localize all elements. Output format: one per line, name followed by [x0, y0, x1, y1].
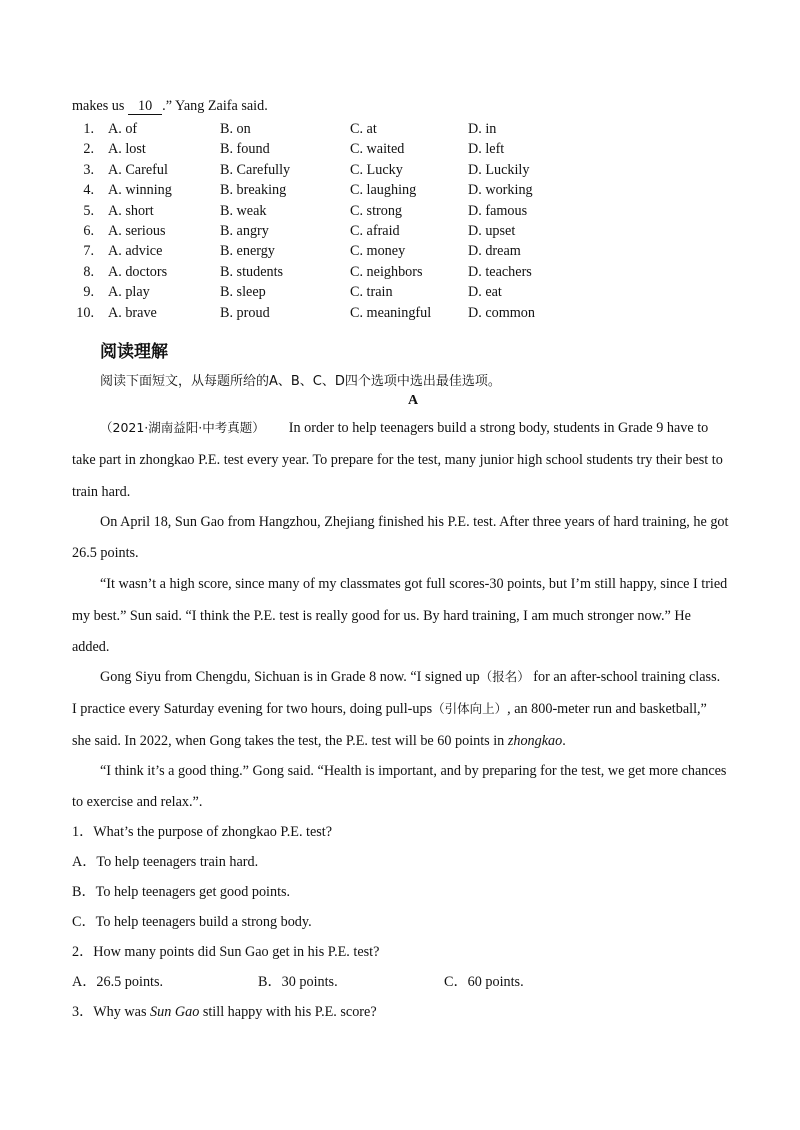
passage-line — [100, 421, 708, 435]
cloze-option-row — [0, 285, 800, 301]
option-d[interactable]: D. Luckily — [468, 161, 530, 178]
question-number: 1. — [83, 121, 94, 137]
option-a[interactable]: A. of — [108, 121, 138, 137]
chinese-gloss: （报名） — [479, 669, 530, 684]
option-c[interactable]: C. Lucky — [350, 161, 403, 178]
question-number: 5. — [83, 202, 94, 219]
passage-line: On April 18, Sun Gao from Hangzhou, Zhejiang finished his P.E. test. After three years of hard training, he got — [100, 514, 729, 530]
cloze-option-row — [0, 142, 800, 158]
option-a[interactable]: A. short — [108, 202, 154, 219]
option-b[interactable]: B. angry — [220, 223, 269, 239]
chinese-gloss: （引体向上） — [432, 701, 508, 716]
passage-line: 26.5 points. — [72, 545, 139, 561]
passage-text: I practice every Saturday evening for two hours, doing pull-ups — [72, 701, 433, 717]
passage-label: A — [407, 393, 419, 408]
cloze-option-row — [0, 183, 800, 199]
cloze-tail-prefix: makes us — [72, 98, 128, 114]
question-number: 2. — [83, 141, 94, 158]
question-text: 3．Why was — [72, 1004, 151, 1020]
question-3 — [72, 1005, 377, 1019]
cloze-tail-suffix: .” Yang Zaifa said. — [162, 98, 268, 114]
option-d[interactable]: D. left — [468, 141, 505, 158]
option-d[interactable]: D. dream — [468, 243, 521, 260]
option-b[interactable]: B. students — [220, 263, 284, 280]
option-c[interactable]: C. money — [350, 243, 406, 260]
option-c[interactable]: C. neighbors — [350, 263, 423, 280]
option-c[interactable]: C. waited — [350, 141, 405, 158]
question-number: 8. — [83, 263, 94, 280]
question-1: 1．What’s the purpose of zhongkao P.E. test? — [72, 824, 333, 840]
option-b[interactable]: B. Carefully — [220, 161, 291, 178]
passage-line: my best.” Sun said. “I think the P.E. test is really good for us. By hard training, I am much stronger now.” He — [72, 608, 691, 624]
option-a[interactable]: A. brave — [108, 304, 157, 321]
question-number: 7. — [83, 243, 94, 260]
section-title: 阅读理解 — [100, 342, 168, 362]
instruction-text: 阅读下面短文，从每题所给的A、B、C、D四个选项中选出最佳选项。 — [100, 374, 501, 389]
option-a[interactable]: A. winning — [108, 182, 172, 199]
option-c[interactable]: C. strong — [350, 202, 403, 219]
passage-line: to exercise and relax.”. — [72, 794, 203, 810]
passage-line — [72, 734, 566, 748]
passage-line: added. — [72, 639, 110, 655]
passage-line — [72, 702, 707, 716]
question-number: 6. — [83, 223, 94, 239]
passage-text: she said. In 2022, when Gong takes the test, the P.E. test will be 60 points in — [72, 733, 508, 749]
cloze-tail-line — [72, 99, 268, 115]
option-a[interactable]: A. Careful — [108, 161, 168, 178]
source-tag: （2021·湖南益阳·中考真题） — [100, 420, 265, 435]
cloze-option-row — [0, 306, 800, 322]
cloze-option-row — [0, 122, 800, 138]
passage-text: , an 800-meter run and basketball,” — [507, 701, 707, 717]
question-2-option-c[interactable]: C．60 points. — [444, 974, 524, 990]
passage-text: . — [562, 733, 566, 749]
question-number: 9. — [83, 284, 94, 301]
question-text: still happy with his P.E. score? — [199, 1004, 377, 1020]
italic-name: Sun Gao — [150, 1004, 200, 1020]
question-number: 3. — [83, 161, 94, 178]
question-2: 2．How many points did Sun Gao get in his P.E. test? — [72, 944, 380, 960]
question-2-option-a[interactable]: A．26.5 points. — [72, 974, 164, 990]
option-c[interactable]: C. afraid — [350, 223, 400, 239]
option-a[interactable]: A. doctors — [108, 263, 168, 280]
option-d[interactable]: D. in — [468, 121, 497, 137]
option-d[interactable]: D. upset — [468, 223, 516, 239]
option-d[interactable]: D. common — [468, 304, 535, 321]
question-number: 4. — [83, 182, 94, 199]
option-b[interactable]: B. proud — [220, 304, 270, 321]
option-a[interactable]: A. serious — [108, 223, 166, 239]
passage-line: train hard. — [72, 484, 131, 500]
option-a[interactable]: A. play — [108, 284, 150, 301]
option-b[interactable]: B. breaking — [220, 182, 287, 199]
question-2-option-b[interactable]: B．30 points. — [258, 974, 338, 990]
option-c[interactable]: C. laughing — [350, 182, 417, 199]
option-b[interactable]: B. energy — [220, 243, 275, 260]
option-b[interactable]: B. found — [220, 141, 270, 158]
passage-line: “It wasn’t a high score, since many of my classmates got full scores-30 points, but I’m still happy, since I tried — [100, 576, 728, 592]
passage-line — [100, 670, 720, 684]
passage-text: for an after-school training class. — [529, 669, 721, 685]
option-d[interactable]: D. famous — [468, 202, 528, 219]
italic-term: zhongkao — [507, 733, 563, 749]
cloze-blank-10: 10 — [128, 99, 162, 115]
option-a[interactable]: A. advice — [108, 243, 163, 260]
option-c[interactable]: C. meaningful — [350, 304, 432, 321]
question-1-option-c[interactable]: C．To help teenagers build a strong body. — [72, 914, 312, 930]
option-d[interactable]: D. working — [468, 182, 533, 199]
option-c[interactable]: C. train — [350, 284, 393, 301]
passage-text: In order to help teenagers build a strong body, students in Grade 9 have to — [288, 420, 709, 436]
cloze-option-row — [0, 224, 800, 240]
option-b[interactable]: B. on — [220, 121, 251, 137]
question-1-option-a[interactable]: A．To help teenagers train hard. — [72, 854, 259, 870]
passage-line: “I think it’s a good thing.” Gong said. “Health is important, and by preparing for the test, we get more chances — [100, 763, 727, 779]
option-c[interactable]: C. at — [350, 121, 377, 137]
passage-text: Gong Siyu from Chengdu, Sichuan is in Grade 8 now. “I signed up — [100, 669, 480, 685]
cloze-option-row — [0, 163, 800, 179]
question-1-option-b[interactable]: B．To help teenagers get good points. — [72, 884, 291, 900]
option-d[interactable]: D. teachers — [468, 263, 532, 280]
cloze-option-row — [0, 244, 800, 260]
cloze-option-row — [0, 265, 800, 281]
question-number: 10. — [76, 304, 94, 321]
option-b[interactable]: B. weak — [220, 202, 267, 219]
cloze-option-row — [0, 204, 800, 220]
passage-line: take part in zhongkao P.E. test every year. To prepare for the test, many junior high school students try their best to — [72, 452, 723, 468]
option-d[interactable]: D. eat — [468, 284, 502, 301]
option-a[interactable]: A. lost — [108, 141, 146, 158]
option-b[interactable]: B. sleep — [220, 284, 266, 301]
